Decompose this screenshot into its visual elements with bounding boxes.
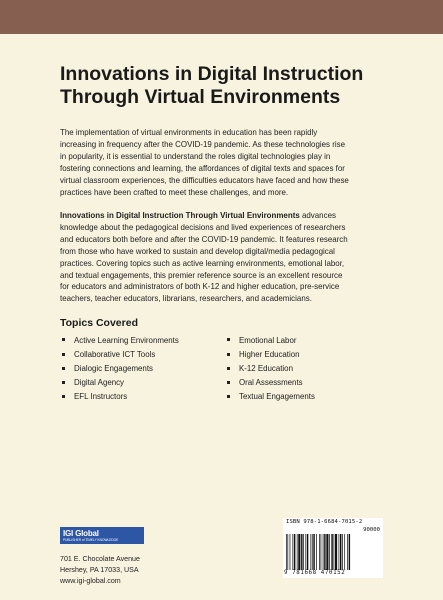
logo-tagline: PUBLISHER of TIMELY KNOWLEDGE	[63, 538, 119, 542]
barcode-bar	[329, 534, 330, 570]
barcode-bar	[344, 534, 345, 570]
topics-list-right	[227, 334, 315, 404]
barcode-bar	[286, 534, 287, 570]
topic-label: Textual Engagements	[239, 392, 315, 402]
paragraph-line: in popularity, it is essential to understand the roles digital technologies play in	[60, 151, 331, 161]
barcode-bar	[316, 534, 317, 570]
paragraph-line: for educators and administrators of both K-12 and higher education, pre-service	[60, 282, 340, 292]
bullet-icon	[62, 381, 65, 384]
address-street: 701 E. Chocolate Avenue	[60, 555, 140, 563]
barcode-bar	[292, 534, 293, 570]
barcode-bar	[334, 534, 335, 570]
topic-label: Emotional Labor	[239, 336, 297, 345]
publisher-address	[60, 554, 144, 587]
top-color-band	[0, 0, 443, 34]
book-title-line-1: Innovations in Digital Instruction	[60, 63, 364, 85]
bullet-icon	[62, 367, 65, 370]
topic-label: Digital Agency	[74, 378, 125, 388]
topic-item	[227, 390, 315, 404]
barcode-bar	[294, 534, 295, 570]
description-paragraph-2	[60, 210, 400, 305]
bullet-icon	[227, 367, 230, 370]
paragraph-line: practices. Covering topics such as active learning environments, emotional labor,	[60, 258, 345, 268]
bullet-icon	[62, 395, 65, 398]
bullet-icon	[227, 338, 230, 341]
barcode-bar	[313, 534, 314, 570]
topic-item	[227, 348, 315, 362]
paragraph-text: advances	[299, 211, 336, 220]
barcode-bar	[326, 534, 328, 570]
barcode-bar	[340, 534, 341, 570]
bullet-icon	[227, 353, 230, 356]
barcode-bar	[321, 534, 322, 570]
book-title	[60, 63, 400, 109]
barcode-bars	[286, 534, 380, 570]
topic-item	[227, 362, 315, 376]
barcode-bar	[335, 534, 337, 570]
paragraph-line: The implementation of virtual environments in education has been rapidly	[60, 128, 318, 137]
barcode-bar	[290, 534, 291, 570]
paragraph-line: and educators both before and after the COVID-19 pandemic. It features research	[60, 234, 348, 244]
barcode-bar	[324, 534, 325, 570]
address-city: Hershey, PA 17033, USA	[60, 566, 139, 574]
topics-heading: Topics Covered	[60, 317, 138, 329]
barcode-bar	[349, 534, 350, 570]
book-title-inline: Innovations in Digital Instruction Through Virtual Environments	[60, 211, 300, 220]
paragraph-line: practices have been crafted to meet these challenges, and more.	[60, 187, 289, 197]
topic-item	[62, 376, 179, 390]
topic-item	[227, 376, 315, 390]
topic-item	[62, 334, 179, 348]
ean-digits: 9 781668 470152	[284, 570, 346, 576]
barcode-bar	[331, 534, 332, 570]
price-code: 90000	[363, 527, 380, 533]
logo-wordmark: IGI Global	[63, 529, 99, 538]
barcode-bar	[310, 534, 311, 570]
barcode-bar	[297, 534, 298, 570]
topic-label: Collaborative ICT Tools	[74, 350, 156, 360]
topic-item	[62, 348, 179, 362]
isbn-barcode	[283, 518, 383, 578]
paragraph-line	[60, 210, 400, 222]
isbn-number: ISBN 978-1-6684-7015-2	[286, 519, 363, 525]
paragraph-line: and textual engagements, this premier reference source is an excellent resource	[60, 270, 343, 280]
paragraph-line: increasing in frequency after the COVID-19 pandemic. As these technologies rise	[60, 139, 346, 149]
barcode-bar	[305, 534, 306, 570]
publisher-logo	[60, 527, 144, 544]
barcode-bar	[307, 534, 308, 570]
barcode-bar	[298, 534, 300, 570]
topic-label: Oral Assessments	[239, 378, 303, 388]
topic-label: Active Learning Environments	[74, 336, 179, 345]
barcode-bar	[287, 534, 288, 570]
bullet-icon	[62, 353, 65, 356]
publisher-website-link[interactable]: www.igi-global.com	[60, 577, 121, 585]
barcode-bar	[319, 534, 320, 570]
description-paragraph-1	[60, 127, 400, 198]
topic-item	[62, 390, 179, 404]
topic-item	[62, 362, 179, 376]
bullet-icon	[227, 381, 230, 384]
barcode-bar	[347, 534, 348, 570]
barcode-bar	[301, 534, 302, 570]
paragraph-line: from those who have worked to sustain and develop digital/media pedagogical	[60, 246, 335, 256]
bullet-icon	[227, 395, 230, 398]
barcode-bar	[312, 534, 313, 570]
topic-label: Higher Education	[239, 350, 300, 360]
paragraph-line: knowledge about the pedagogical decisions and lived experiences of researchers	[60, 222, 346, 232]
barcode-bar	[342, 534, 343, 570]
bullet-icon	[62, 338, 65, 341]
topic-label: EFL Instructors	[74, 392, 128, 402]
publisher-block	[60, 527, 144, 587]
book-title-line-2: Through Virtual Environments	[60, 86, 341, 108]
paragraph-line: fostering connections and learning, the affordances of digital texts and spaces for	[60, 163, 345, 173]
topic-label: Dialogic Engagements	[74, 364, 153, 374]
barcode-bar	[339, 534, 340, 570]
topic-item	[227, 334, 315, 348]
topics-list-left	[62, 334, 179, 404]
paragraph-line: teachers, teacher educators, librarians, researchers, and academicians.	[60, 294, 312, 304]
barcode-bar	[303, 534, 304, 570]
topic-label: K-12 Education	[239, 364, 293, 374]
barcode-bar	[323, 534, 324, 570]
paragraph-line: virtual classroom experiences, the difficulties educators have faced and how these	[60, 175, 349, 185]
